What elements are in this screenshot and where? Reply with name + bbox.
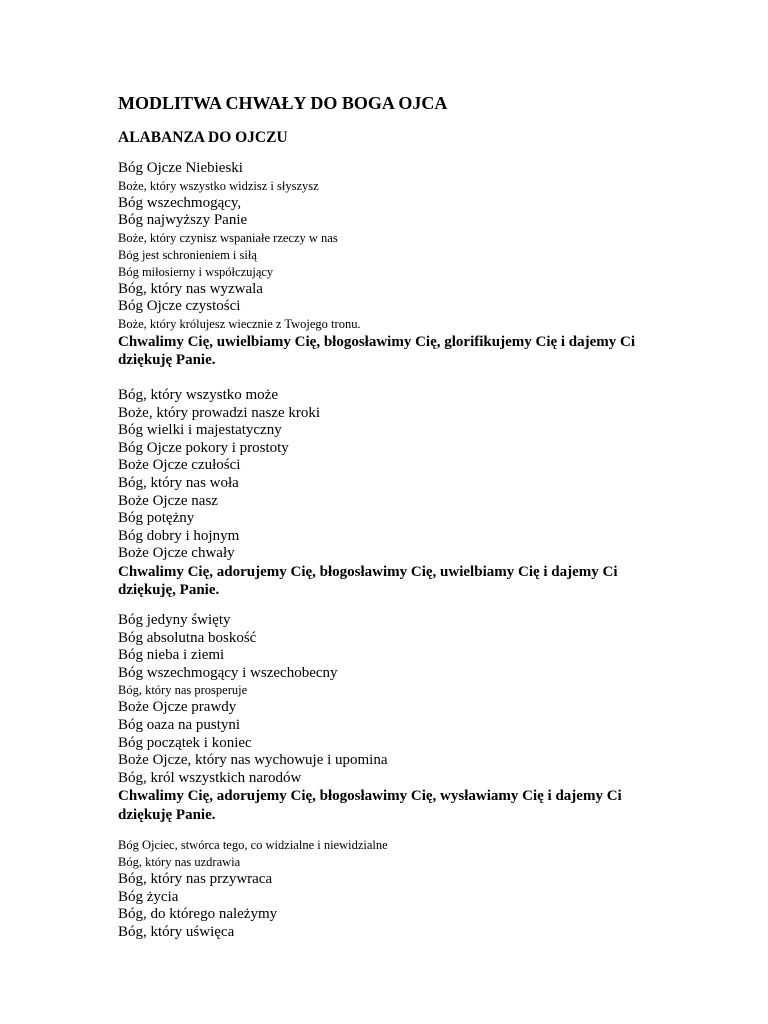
refrain: Chwalimy Cię, adorujemy Cię, błogosławimy Cię, wysławiamy Cię i dajemy Ci dziękuję Panie.	[118, 788, 622, 823]
prayer-line: Bóg oaza na pustyni	[118, 716, 241, 733]
prayer-line: Boże, który prowadzi nasze kroki	[118, 404, 321, 421]
prayer-line: Bóg, król wszystkich narodów	[118, 769, 302, 786]
stanza-1	[118, 160, 638, 370]
prayer-line: Bóg nieba i ziemi	[118, 647, 225, 664]
prayer-line: Bóg jest schronieniem i siłą	[118, 247, 257, 262]
prayer-line: Boże Ojcze czułości	[118, 457, 241, 474]
prayer-line: Bóg Ojcze Niebieski	[118, 160, 243, 176]
document-title: MODLITWA CHWAŁY DO BOGA OJCA	[118, 93, 448, 113]
prayer-line: Bóg Ojciec, stwórca tego, co widzialne i niewidzialne	[118, 838, 388, 852]
prayer-line: Boże, który wszystko widzisz i słyszysz	[118, 178, 319, 193]
prayer-line: Bóg Ojcze czystości	[118, 298, 241, 315]
prayer-line: Boże Ojcze nasz	[118, 492, 218, 509]
prayer-line: Bóg najwyższy Panie	[118, 212, 248, 229]
refrain: Chwalimy Cię, uwielbiamy Cię, błogosławimy Cię, glorifikujemy Cię i dajemy Ci dziękuję Panie.	[118, 333, 636, 369]
prayer-line: Bóg absolutna boskość	[118, 629, 257, 646]
prayer-line: Boże, który czynisz wspaniałe rzeczy w nas	[118, 230, 338, 245]
stanza-4	[118, 837, 638, 941]
prayer-line: Bóg, który nas uzdrawia	[118, 855, 241, 869]
prayer-line: Boże Ojcze chwały	[118, 545, 235, 562]
prayer-line: Bóg potężny	[118, 510, 195, 527]
prayer-line: Bóg życia	[118, 888, 179, 905]
prayer-line: Bóg Ojcze pokory i prostoty	[118, 439, 289, 456]
prayer-line: Bóg wszechmogący i wszechobecny	[118, 664, 338, 681]
prayer-line: Bóg, który uświęca	[118, 923, 235, 940]
document-subtitle: ALABANZA DO OJCZU	[118, 129, 288, 146]
prayer-line: Boże, który królujesz wiecznie z Twojego tronu.	[118, 316, 361, 331]
prayer-line: Boże Ojcze, który nas wychowuje i upomina	[118, 752, 388, 769]
prayer-line: Bóg, który nas wyzwala	[118, 280, 263, 297]
prayer-line: Boże Ojcze prawdy	[118, 699, 237, 716]
prayer-line: Bóg, który wszystko może	[118, 387, 278, 403]
prayer-line: Bóg, który nas przywraca	[118, 871, 273, 887]
stanza-2	[118, 387, 638, 600]
prayer-line: Bóg, do którego należymy	[118, 906, 278, 923]
prayer-line: Bóg wszechmogący,	[118, 194, 242, 211]
prayer-line: Bóg, który nas woła	[118, 474, 239, 491]
prayer-line: Bóg wielki i majestatyczny	[118, 422, 282, 439]
refrain: Chwalimy Cię, adorujemy Cię, błogosławimy Cię, uwielbiamy Cię i dajemy Ci dziękuję, Panie.	[118, 563, 618, 599]
prayer-line: Bóg, który nas prosperuje	[118, 683, 248, 698]
stanza-3	[118, 612, 638, 824]
prayer-line: Bóg początek i koniec	[118, 734, 252, 751]
prayer-line: Bóg miłosierny i współczujący	[118, 264, 274, 279]
prayer-line: Bóg dobry i hojnym	[118, 527, 240, 544]
prayer-line: Bóg jedyny święty	[118, 612, 231, 628]
